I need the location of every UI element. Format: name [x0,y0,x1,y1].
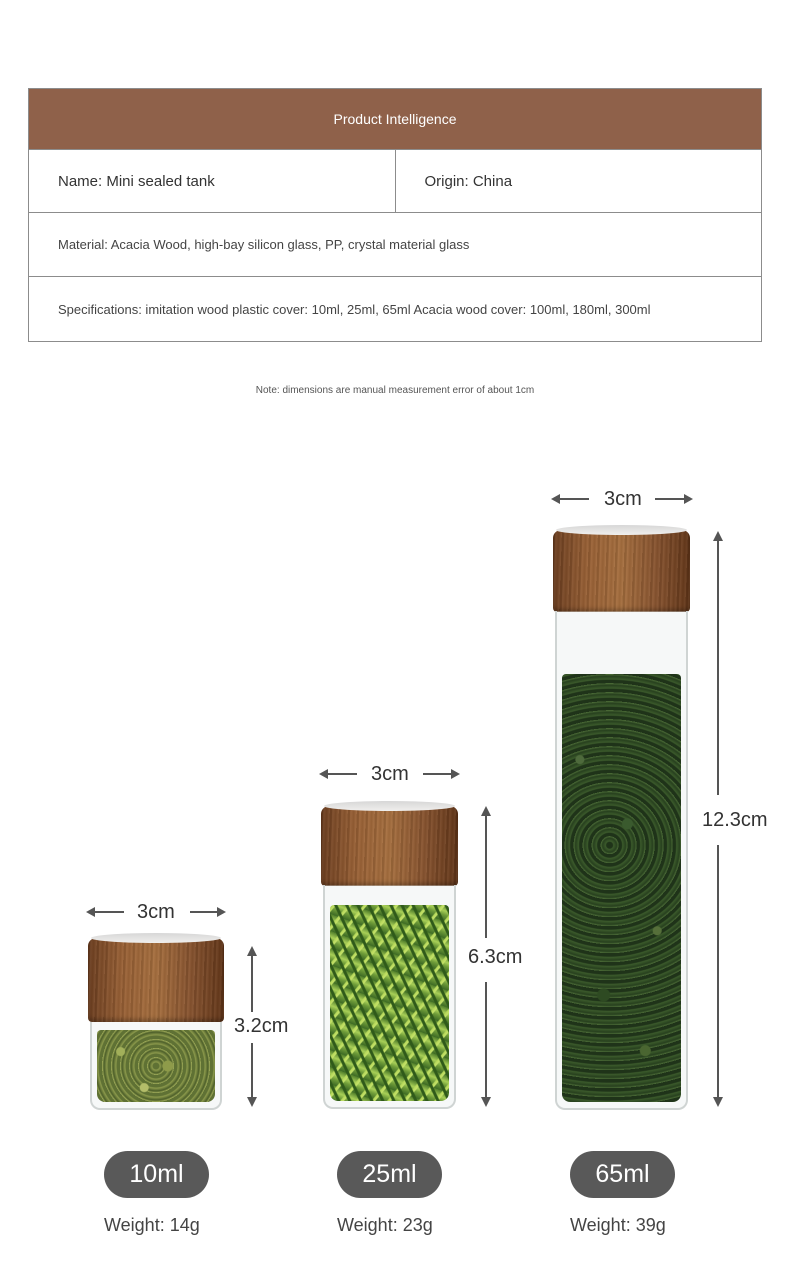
product-origin: Origin: China [424,172,513,190]
jar-65ml-height: 12.3cm [702,809,768,831]
glass-body [90,1022,222,1110]
width-arrow-left [321,769,357,779]
width-arrow-right [190,907,224,917]
jar-25ml-image [321,806,458,1109]
tea-leaves [330,905,449,1101]
product-info-table [28,88,762,342]
height-arrow-down [713,845,723,1105]
name-origin-row [29,150,761,213]
width-arrow-left [553,494,589,504]
glass-body [323,885,456,1109]
height-arrow-down [481,982,491,1105]
weight-65ml: Weight: 39g [570,1215,666,1235]
height-arrow-up [247,948,257,1012]
product-name: Name: Mini sealed tank [29,150,396,212]
wood-lid [553,530,690,612]
tea-leaves [562,674,681,1102]
jar-25ml-height: 6.3cm [468,946,523,968]
measurement-note: Note: dimensions are manual measurement error of about 1cm [255,385,535,396]
jar-25ml-width: 3cm [371,763,409,785]
jar-65ml-image [553,530,690,1110]
wood-lid [321,806,458,886]
wood-lid [88,938,224,1022]
jar-65ml-width: 3cm [604,488,642,510]
height-arrow-up [713,533,723,795]
width-arrow-right [423,769,458,779]
capacity-badge-25ml: 25ml [337,1151,442,1198]
product-specifications: Specifications: imitation wood plastic cover: 10ml, 25ml, 65ml Acacia wood cover: 100ml, 180ml, 300ml [58,301,651,317]
tea-leaves [97,1030,215,1102]
jar-10ml-height: 3.2cm [234,1015,289,1037]
capacity-badge-65ml: 65ml [570,1151,675,1198]
height-arrow-up [481,808,491,938]
weight-25ml: Weight: 23g [337,1215,433,1235]
jar-10ml-width: 3cm [137,901,175,923]
height-arrow-down [247,1043,257,1105]
jar-10ml-image [88,938,224,1110]
capacity-badge-10ml: 10ml [104,1151,209,1198]
glass-body [555,611,688,1110]
width-arrow-right [655,494,691,504]
weight-10ml: Weight: 14g [104,1215,200,1235]
product-material: Material: Acacia Wood, high-bay silicon glass, PP, crystal material glass [29,213,761,277]
width-arrow-left [88,907,124,917]
table-header: Product Intelligence [29,89,761,150]
